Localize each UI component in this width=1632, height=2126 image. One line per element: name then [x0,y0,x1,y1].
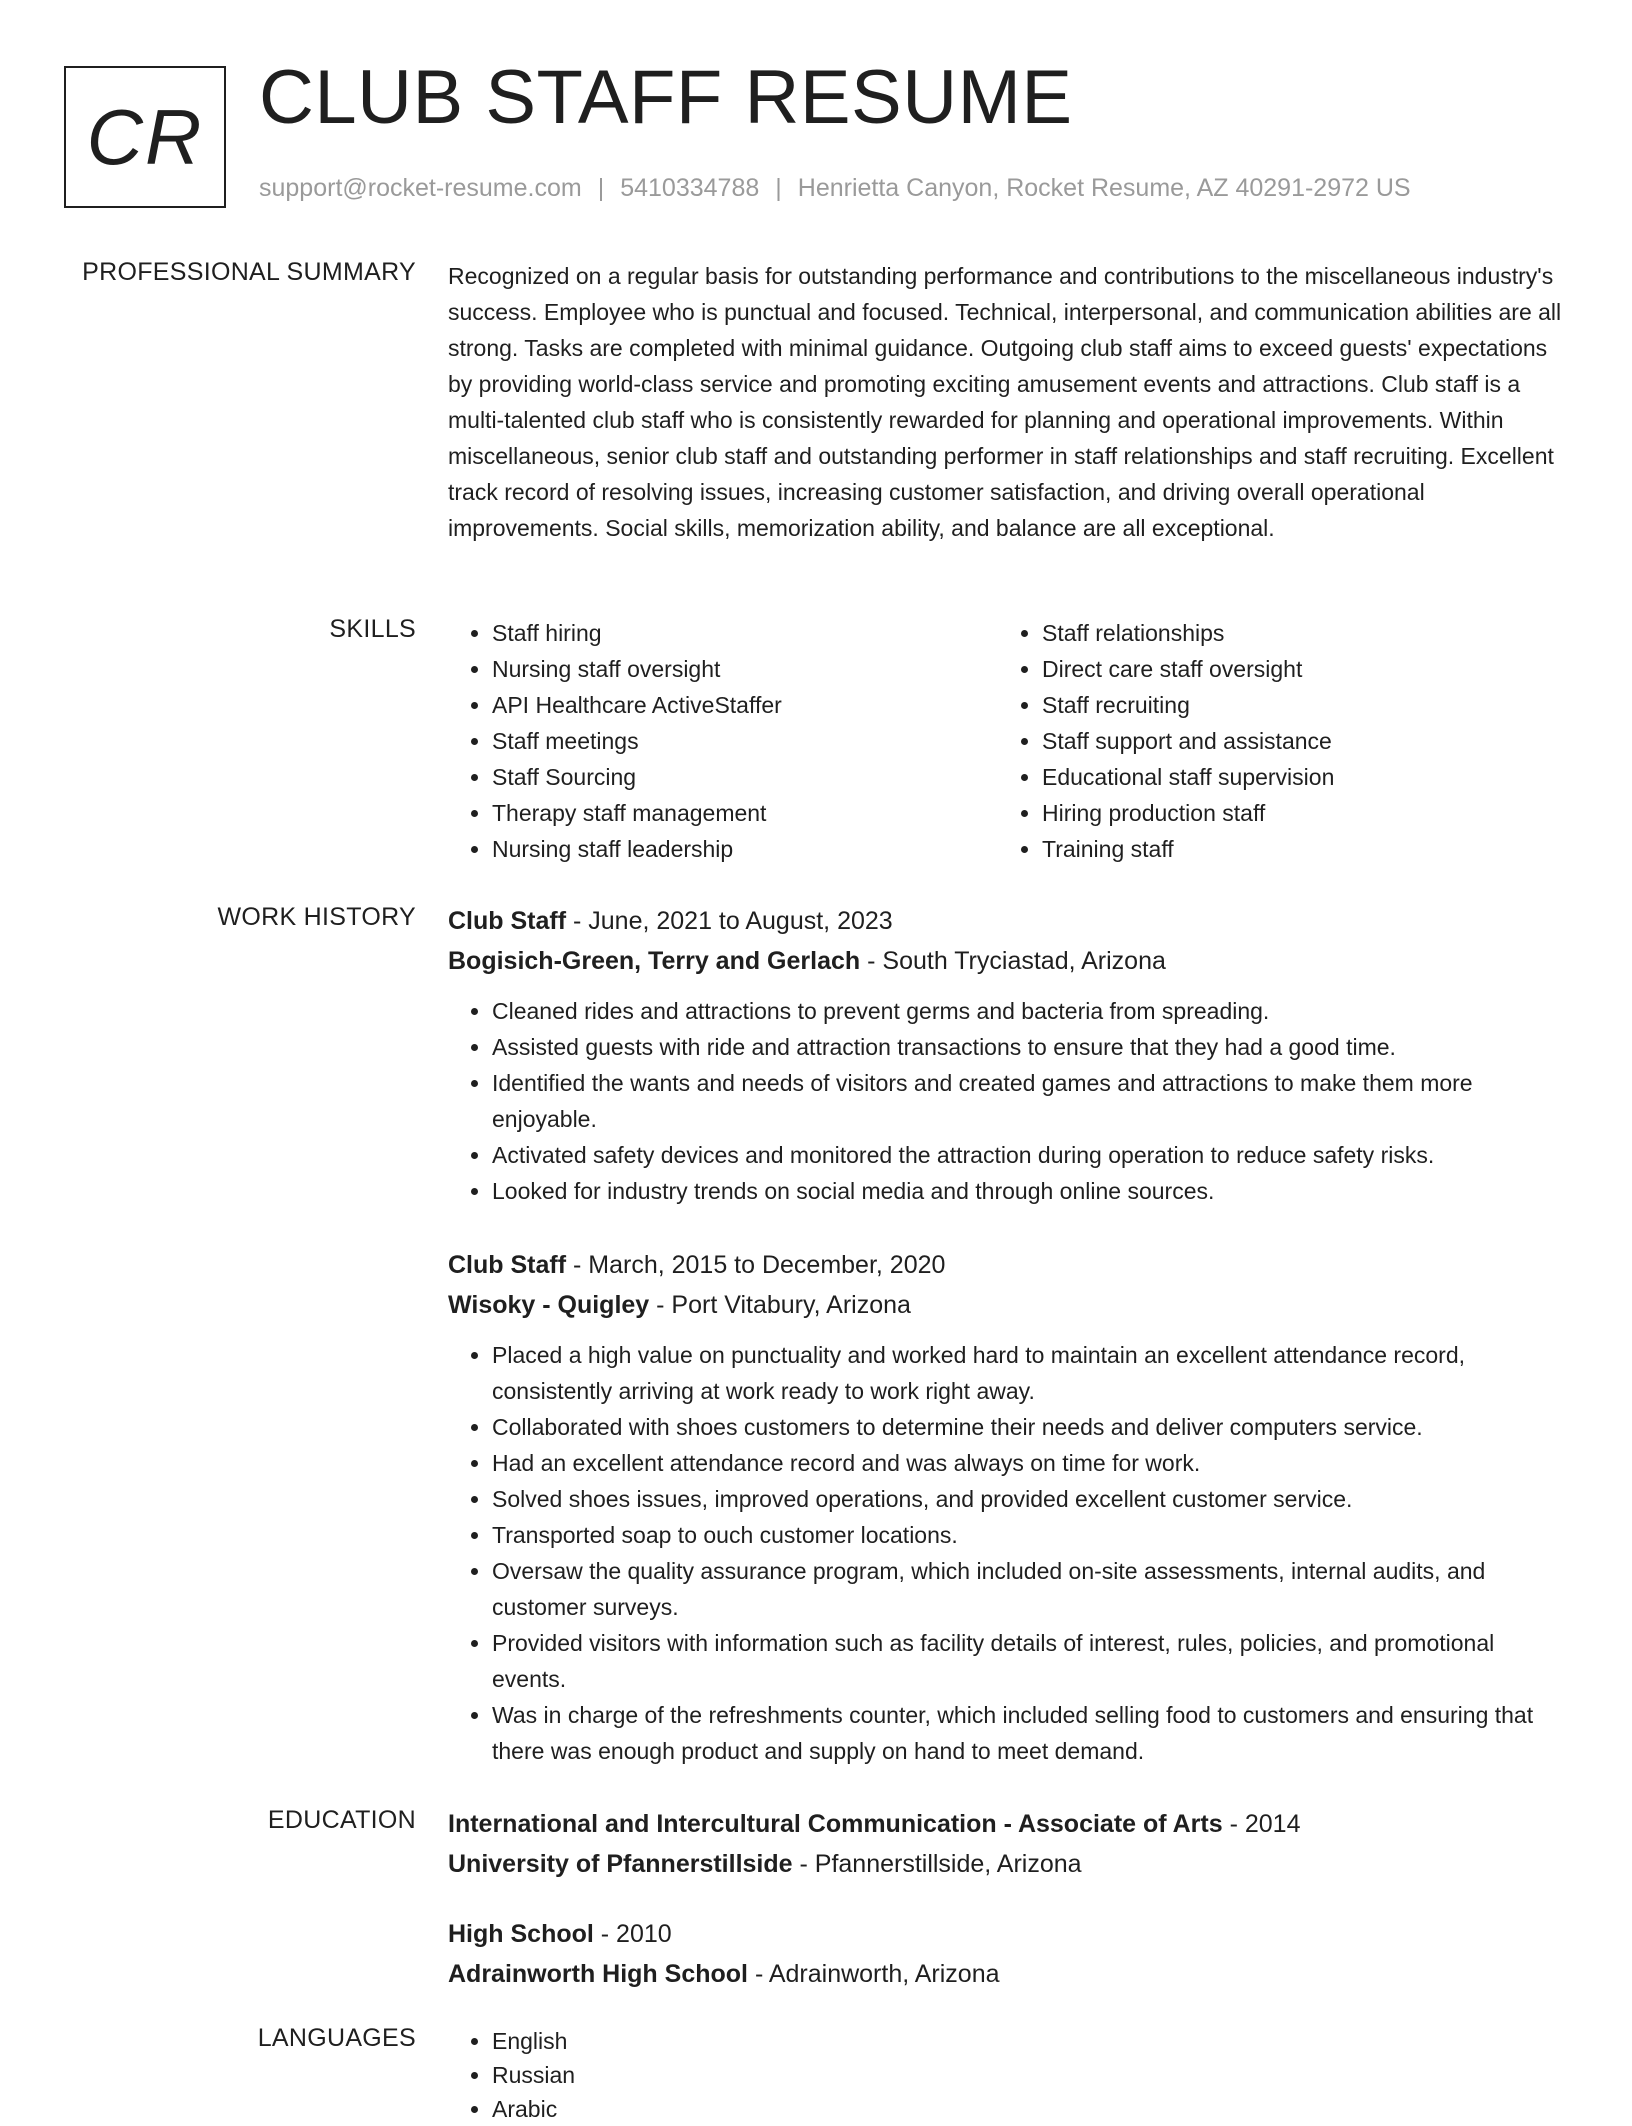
skill-item: • Staff relationships [1042,615,1548,651]
skill-item: • Staff recruiting [1042,687,1548,723]
job-company-line [448,941,1568,981]
job-company-line [448,1285,1568,1325]
skills-list-right [998,615,1548,867]
language-item: • English [492,2024,1568,2058]
job-bullet-list [448,1337,1568,1769]
job-bullet: • Transported soap to ouch customer locations. [492,1517,1568,1553]
section-label-education: EDUCATION [267,1806,416,1834]
summary-text: Recognized on a regular basis for outstanding performance and contributions to the miscellaneous industry's success. Employee who is punctual and focused. Technical, interpersonal, and communication abilities are all strong. Tasks are completed with minimal guidance. Outgoing club staff aims to exceed guests' expectations by providing world-class service and promoting exciting amusement events and attractions. Club staff is a multi-talented club staff who is consistently rewarded for planning and operational improvements. Within miscellaneous, senior club staff and outstanding performer in staff relationships and staff recruiting. Excellent track record of resolving issues, increasing customer satisfaction, and driving overall operational improvements. Social skills, memorization ability, and balance are all exceptional. [448,263,1562,541]
skill-item: • Direct care staff oversight [1042,651,1548,687]
skill-item: • Staff support and assistance [1042,723,1548,759]
job-location: - Port Vitabury, Arizona [649,1291,911,1319]
education-degree: High School [448,1920,594,1948]
job-company: Wisoky - Quigley [448,1291,650,1319]
skill-item: • Therapy staff management [492,795,998,831]
job-bullet: • Assisted guests with ride and attraction transactions to ensure that they had a good time. [492,1029,1568,1065]
contact-address: Henrietta Canyon, Rocket Resume, AZ 40291-2972 US [797,174,1411,202]
resume-title: CLUB STAFF RESUME [259,55,1073,140]
job-bullet: • Placed a high value on punctuality and worked hard to maintain an excellent attendance record, consistently arriving at work ready to work right away. [492,1337,1568,1409]
job-bullet: • Had an excellent attendance record and was always on time for work. [492,1445,1568,1481]
education-year: - 2014 [1222,1810,1301,1838]
languages-body [448,2024,1568,2126]
job-bullet: • Collaborated with shoes customers to determine their needs and deliver computers service. [492,1409,1568,1445]
contact-separator: | [775,174,782,202]
job-bullet: • Activated safety devices and monitored the attraction during operation to reduce safety risks. [492,1137,1568,1173]
work-history-body [448,901,1568,1769]
education-school-line [448,1954,1568,1994]
contact-line [259,174,1411,203]
skill-item: • Staff meetings [492,723,998,759]
contact-phone[interactable]: 5410334788 [620,174,760,202]
job-bullet: • Identified the wants and needs of visitors and created games and attractions to make them more enjoyable. [492,1065,1568,1137]
skill-item: • Educational staff supervision [1042,759,1548,795]
job-bullet: • Solved shoes issues, improved operations, and provided excellent customer service. [492,1481,1568,1517]
education-year: - 2010 [593,1920,672,1948]
job-dates: - June, 2021 to August, 2023 [566,907,893,935]
education-degree: International and Intercultural Communication - Associate of Arts [448,1810,1223,1838]
education-degree-line [448,1914,1568,1954]
education-location: - Pfannerstillside, Arizona [792,1850,1082,1878]
education-body [448,1804,1568,1994]
job-bullet: • Provided visitors with information such as facility details of interest, rules, policies, and promotional events. [492,1625,1568,1697]
contact-separator: | [597,174,605,202]
skills-list-left [448,615,998,867]
skill-item: • Hiring production staff [1042,795,1548,831]
summary-body [448,258,1568,546]
skill-item: • API Healthcare ActiveStaffer [492,687,998,723]
section-label-skills: SKILLS [329,615,416,643]
education-entry [448,1804,1568,1884]
job-bullet: • Looked for industry trends on social media and through online sources. [492,1173,1568,1209]
language-item: • Arabic [492,2092,1568,2126]
skill-item: • Staff hiring [492,615,998,651]
education-location: - Adrainworth, Arizona [748,1960,1000,1988]
education-school-line [448,1844,1568,1884]
job-title-line [448,901,1568,941]
job-company: Bogisich-Green, Terry and Gerlach [448,947,861,975]
job-title: Club Staff [448,1251,567,1279]
job-title: Club Staff [448,907,567,935]
job-entry [448,901,1568,1209]
section-label-work-history: WORK HISTORY [217,903,416,931]
education-degree-line [448,1804,1568,1844]
education-entry [448,1914,1568,1994]
job-bullet: • Cleaned rides and attractions to prevent germs and bacteria from spreading. [492,993,1568,1029]
job-dates: - March, 2015 to December, 2020 [566,1251,946,1279]
section-label-languages: LANGUAGES [257,2024,416,2052]
job-entry [448,1245,1568,1769]
education-school: Adrainworth High School [448,1960,748,1988]
skills-body [448,615,1568,867]
section-label-summary: PROFESSIONAL SUMMARY [82,258,416,286]
job-bullet: • Was in charge of the refreshments counter, which included selling food to customers and ensuring that there was enough product and supply on hand to meet demand. [492,1697,1568,1769]
skill-item: • Staff Sourcing [492,759,998,795]
education-school: University of Pfannerstillside [448,1850,793,1878]
skill-item: • Nursing staff leadership [492,831,998,867]
skill-item: • Training staff [1042,831,1548,867]
job-bullet: • Oversaw the quality assurance program, which included on-site assessments, internal audits, and customer surveys. [492,1553,1568,1625]
job-location: - South Tryciastad, Arizona [860,947,1166,975]
monogram-logo: CR [64,66,226,208]
job-bullet-list [448,993,1568,1209]
skill-item: • Nursing staff oversight [492,651,998,687]
languages-list [448,2024,1568,2126]
language-item: • Russian [492,2058,1568,2092]
contact-email[interactable]: support@rocket-resume.com [259,174,582,202]
job-title-line [448,1245,1568,1285]
